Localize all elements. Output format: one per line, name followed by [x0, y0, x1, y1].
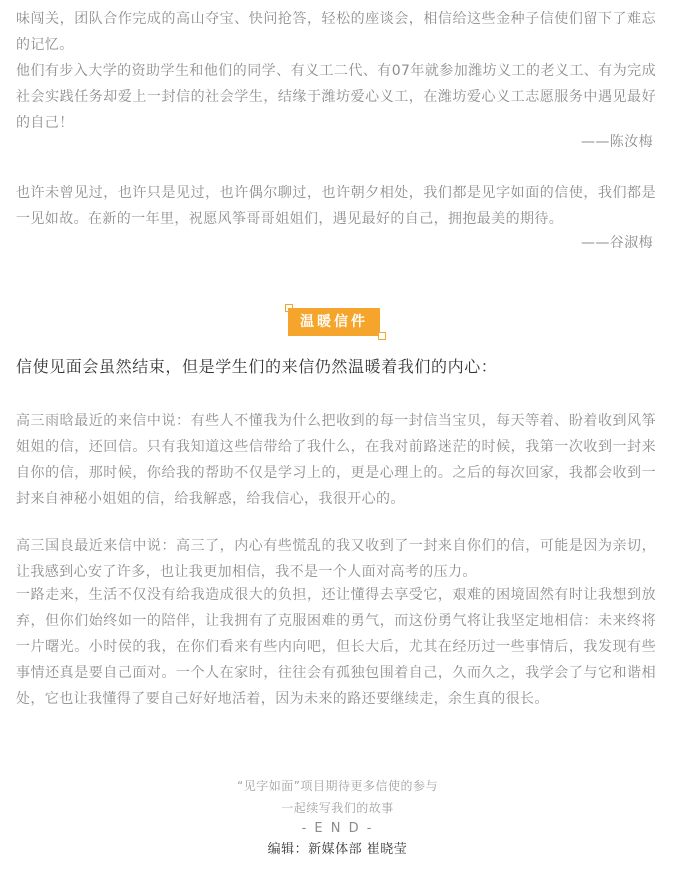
letter-2-body-text: 一路走来，生活不仅没有给我造成很大的负担，还让懂得去享受它，艰难的困境固然有时让我想到放弃，但你们始终如一的陪伴，让我拥有了克服困难的勇气，而这份勇气将让我坚定地相信：未来终将一片曙光。小时侯的我，在你们看来有些内向吧，但长大后，尤其在经历过一些事情后，我发现有些事情还真是要自己面对。一个人在家时，往往会有孤独包围着自己，久而久之，我学会了与它和谐相处，它也让我懂得了要自己好好地活着，因为未来的路还要继续走，余生真的很长。 [16, 587, 656, 707]
section-badge-label: 温暖信件 [288, 308, 380, 336]
footer [0, 775, 675, 861]
section-heading: 信使见面会虽然结束，但是学生们的来信仍然温暖着我们的内心： [16, 357, 498, 376]
signature-chen: ——陈汝梅 [581, 134, 653, 150]
letter-2-body [16, 582, 656, 712]
signature-gu: ——谷淑梅 [581, 235, 653, 251]
letter-2-intro [16, 533, 656, 585]
badge-corner-bottom-right [378, 332, 386, 340]
footer-line-1: “见字如面”项目期待更多信使的参与 [237, 779, 438, 793]
intro-paragraph-1 [16, 6, 656, 58]
intro-text-3: 也许未曾见过，也许只是见过，也许偶尔聊过，也许朝夕相处，我们都是见字如面的信使，我们都是一见如故。在新的一年里，祝愿风筝哥哥姐姐们，遇见最好的自己，拥抱最美的期待。 [16, 185, 656, 227]
letter-2-intro-text: 高三国良最近来信中说：高三了，内心有些慌乱的我又收到了一封来自你们的信，可能是因为亲切，让我感到心安了许多，也让我更加相信，我不是一个人面对高考的压力。 [16, 538, 656, 580]
end-marker: - E N D - [301, 821, 374, 836]
section-badge [285, 302, 386, 340]
editor-credit: 编辑：新媒体部 崔晓莹 [267, 842, 408, 857]
intro-paragraph-2 [16, 58, 656, 136]
intro-text-2: 他们有步入大学的资助学生和他们的同学、有义工二代、有07年就参加潍坊义工的老义工、有为完成社会实践任务却爱上一封信的社会学生，结缘于潍坊爱心义工，在潍坊爱心义工志愿服务中遇见最好的自己！ [16, 63, 656, 131]
intro-paragraph-3 [16, 180, 656, 232]
intro-text-1: 味闯关，团队合作完成的高山夺宝、快问抢答，轻松的座谈会，相信给这些金种子信使们留下了难忘的记忆。 [16, 11, 656, 53]
letter-1 [16, 408, 656, 512]
letter-1-text: 高三雨晗最近的来信中说：有些人不懂我为什么把收到的每一封信当宝贝，每天等着、盼着收到风筝姐姐的信，还回信。只有我知道这些信带给了我什么，在我对前路迷茫的时候，我第一次收到一封来自你的信，那时候，你给我的帮助不仅是学习上的，更是心理上的。之后的每次回家，我都会收到一封来自神秘小姐姐的信，给我解惑，给我信心，我很开心的。 [16, 413, 656, 507]
footer-line-2: 一起续写我们的故事 [281, 801, 394, 815]
